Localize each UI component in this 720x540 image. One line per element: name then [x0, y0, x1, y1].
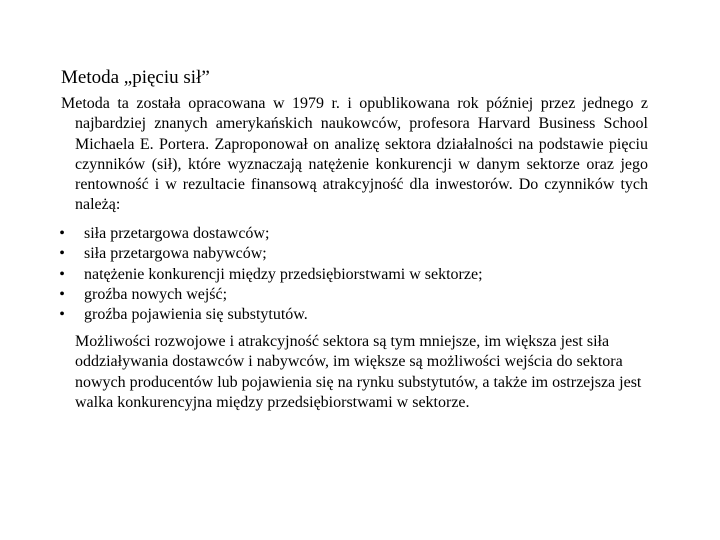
list-item-text: siła przetargowa dostawców;: [84, 225, 270, 242]
list-item-text: groźba pojawienia się substytutów.: [84, 306, 308, 324]
list-item-text: natężenie konkurencji między przedsiębiorstwami w sektorze;: [84, 265, 483, 283]
list-item: [56, 285, 483, 305]
list-item: [56, 265, 483, 285]
closing-paragraph: Możliwości rozwojowe i atrakcyjność sektora są tym mniejsze, im większa jest siła oddziaływania dostawców i nabywców, im większe są możliwości wejścia do sektora nowych producentów lub pojawienia się na rynku substytutów, a także im ostrzejsza jest walka konkurencyjna między przedsiębiorstwami w sektorze.: [75, 333, 642, 411]
bullet-icon: •: [59, 225, 65, 242]
list-item: [56, 224, 483, 244]
bullet-icon: •: [59, 245, 65, 263]
list-item: [56, 305, 483, 325]
bullet-icon: •: [59, 285, 65, 303]
list-item: [56, 244, 483, 264]
factor-list: [56, 224, 483, 325]
intro-text: Metoda ta została opracowana w 1979 r. i opublikowana rok później przez jednego z najbardziej znanych amerykańskich naukowców, profesora Harvard Business School Michaela E. Portera. Zaproponował on analizę sektora działalności na podstawie pięciu czynników (sił), które wyznaczają natężenie konkurencji w danym sektorze oraz jego rentowność i w rezultacie finansową atrakcyjność dla inwestorów. Do czynników tych należą:: [61, 95, 648, 214]
bullet-icon: •: [59, 265, 65, 283]
bullet-icon: •: [59, 306, 65, 324]
list-item-text: groźba nowych wejść;: [84, 285, 228, 303]
intro-paragraph: [61, 94, 648, 216]
list-item-text: siła przetargowa nabywców;: [84, 245, 267, 263]
slide-title: Metoda „pięciu sił”: [61, 67, 210, 88]
